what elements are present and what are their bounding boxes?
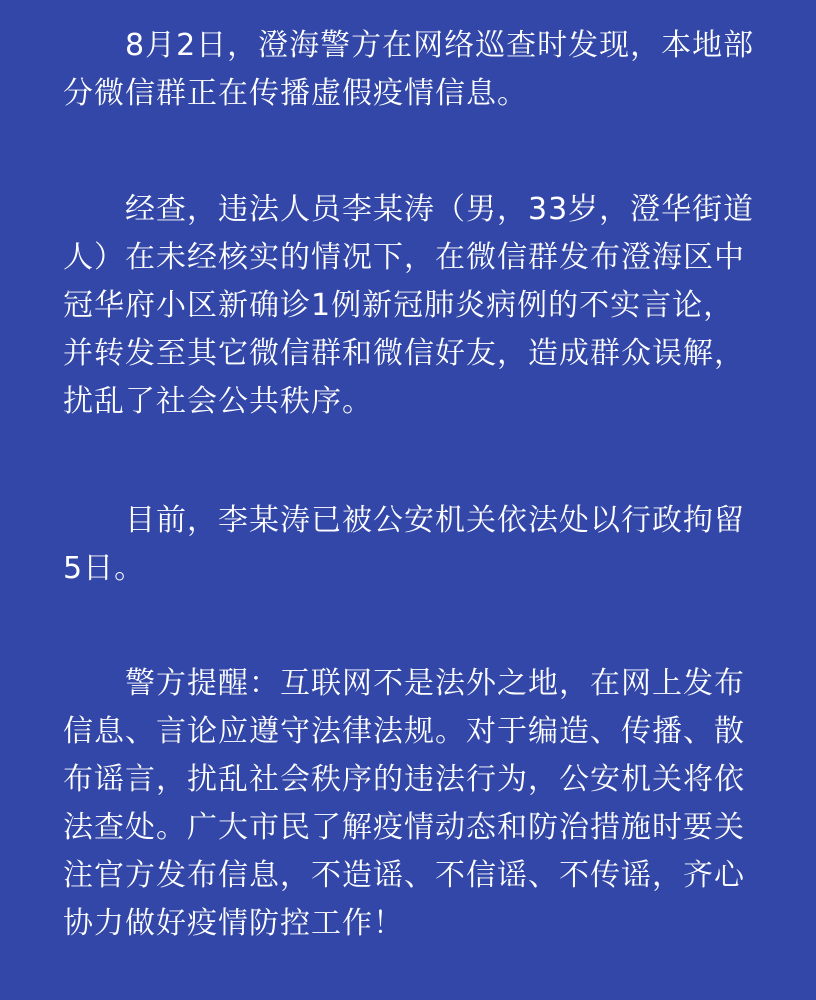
paragraph-discovery: 8月2日，澄海警方在网络巡查时发现，本地部分微信群正在传播虚假疫情信息。 [63, 28, 755, 111]
paragraph-investigation: 经查，违法人员李某涛（男，33岁，澄华街道人）在未经核实的情况下，在微信群发布澄海区中冠华府小区新确诊1例新冠肺炎病例的不实言论，并转发至其它微信群和微信好友，造成群众误解，扰乱了社会公共秩序。 [63, 192, 755, 419]
paragraph-penalty: 目前，李某涛已被公安机关依法处以行政拘留5日。 [63, 503, 745, 586]
paragraph-police-reminder: 警方提醒：互联网不是法外之地，在网上发布信息、言论应遵守法律法规。对于编造、传播、散布谣言，扰乱社会秩序的违法行为，公安机关将依法查处。广大市民了解疫情动态和防治措施时要关注官方发布信息，不造谣、不信谣、不传谣，齐心协力做好疫情防控工作！ [63, 666, 745, 941]
